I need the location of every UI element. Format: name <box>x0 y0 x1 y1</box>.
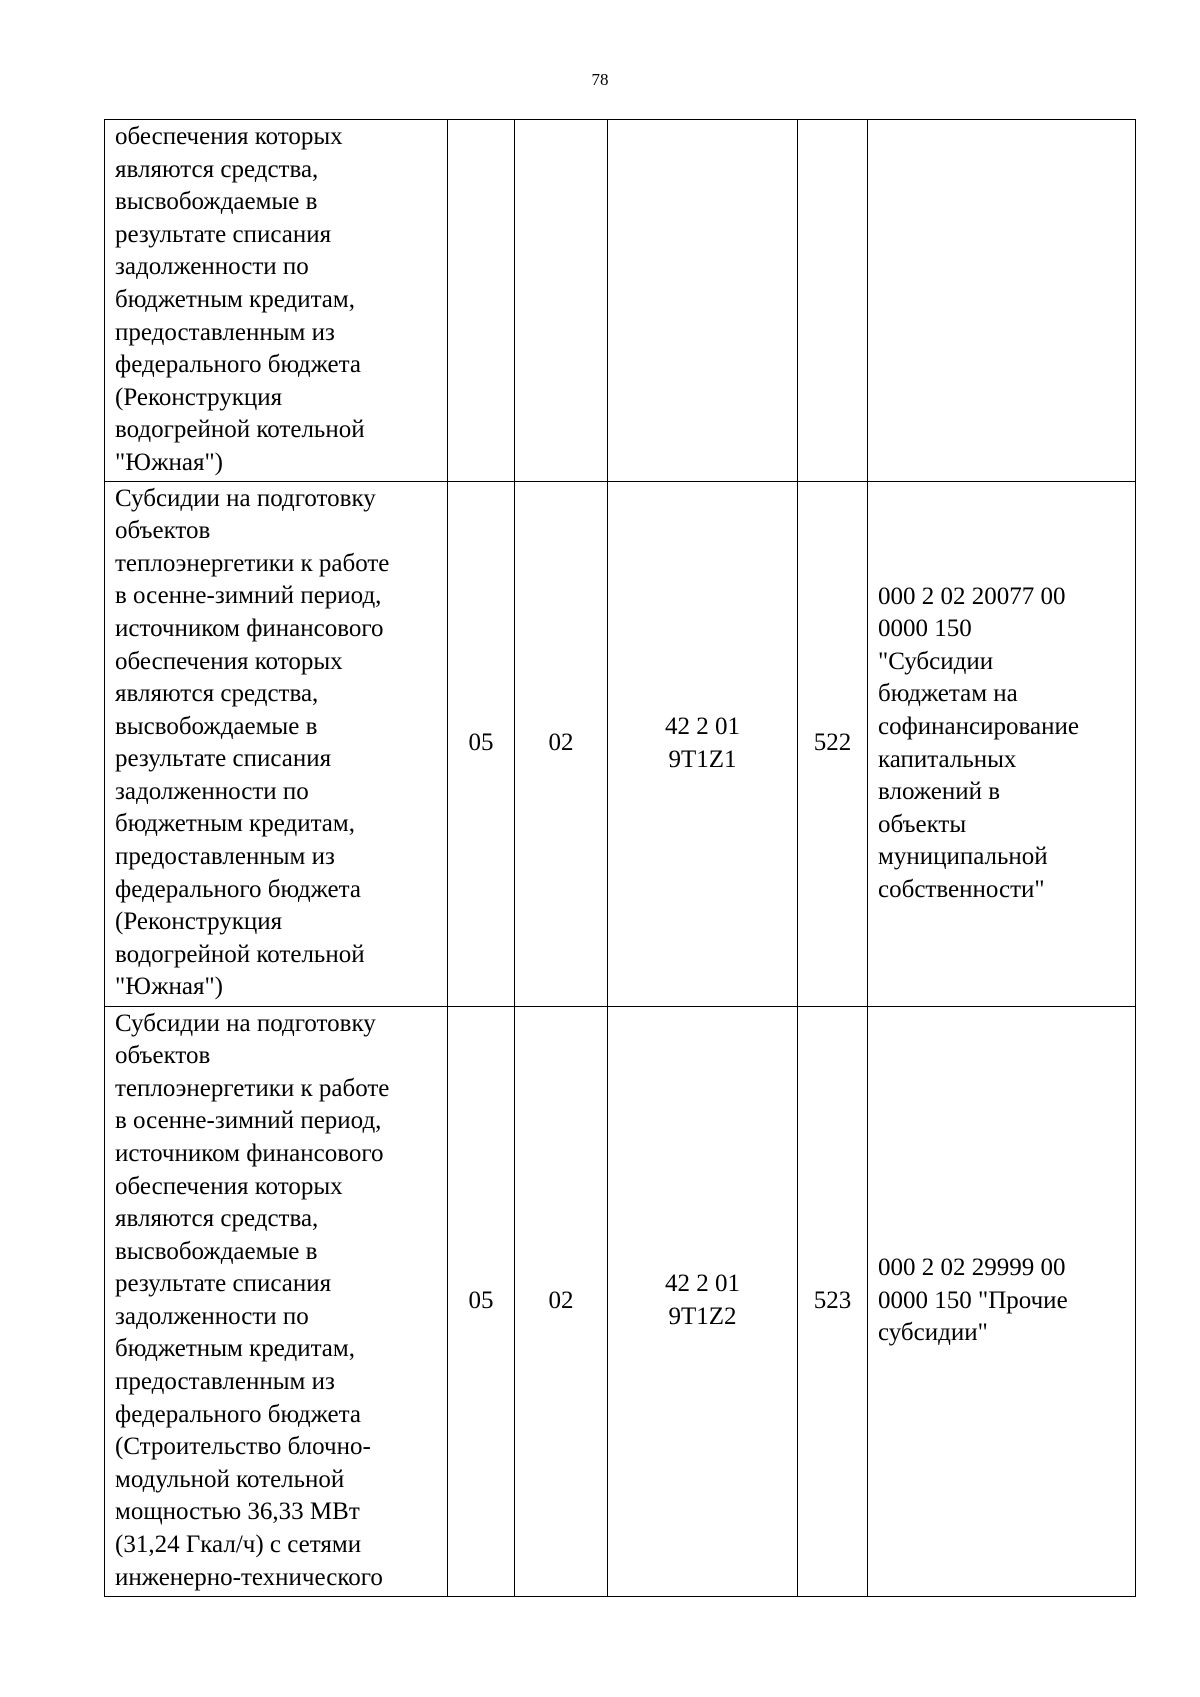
row-name-cell <box>105 120 448 482</box>
section-cell <box>448 120 515 482</box>
revenue-source-text: 000 2 02 20077 00 0000 150 "Субсидии бюджетам на софинансирование капитальных вложений в объекты муниципальной собственности" <box>878 582 1079 903</box>
target-item-cell <box>608 481 798 1006</box>
budget-table <box>104 119 1136 1597</box>
subsection-cell: 02 <box>515 1006 608 1596</box>
subsection-cell <box>515 120 608 482</box>
revenue-source-cell <box>868 120 1136 482</box>
row-name-cell <box>105 481 448 1006</box>
expense-type-cell <box>798 120 868 482</box>
section-cell: 05 <box>448 481 515 1006</box>
target-item-text: 42 2 01 9T1Z2 <box>665 1270 740 1331</box>
target-item-cell <box>608 120 798 482</box>
table-row <box>105 1006 1136 1596</box>
table-row <box>105 120 1136 482</box>
expense-type-cell: 523 <box>798 1006 868 1596</box>
row-name-cell <box>105 1006 448 1596</box>
row-name-text: Субсидии на подготовку объектов теплоэнергетики к работе в осенне-зимний период, источником финансового обеспечения которых являются средства, высвобождаемые в результате списания задолженности по бюджетным кредитам, предоставленным из федерального бюджета (Реконструкция водогрейной котельной "Южная") <box>115 484 390 1001</box>
revenue-source-cell <box>868 1006 1136 1596</box>
page-number: 78 <box>591 70 609 89</box>
table-row <box>105 481 1136 1006</box>
target-item-cell <box>608 1006 798 1596</box>
revenue-source-text: 000 2 02 29999 00 0000 150 "Прочие субсидии" <box>878 1254 1068 1347</box>
row-name-text: обеспечения которых являются средства, высвобождаемые в результате списания задолженности по бюджетным кредитам, предоставленным из федерального бюджета (Реконструкция водогрейной котельной "Южная") <box>115 123 365 476</box>
expense-type-cell: 522 <box>798 481 868 1006</box>
target-item-text: 42 2 01 9T1Z1 <box>665 712 740 773</box>
subsection-cell: 02 <box>515 481 608 1006</box>
revenue-source-cell <box>868 481 1136 1006</box>
row-name-text: Субсидии на подготовку объектов теплоэнергетики к работе в осенне-зимний период, источником финансового обеспечения которых являются средства, высвобождаемые в результате списания задолженности по бюджетным кредитам, предоставленным из федерального бюджета (Строительство блочно- модульной котельной мощностью 36,33 МВт (31,24 Гкал/ч) с сетями инженерно-технического <box>115 1009 390 1591</box>
section-cell: 05 <box>448 1006 515 1596</box>
